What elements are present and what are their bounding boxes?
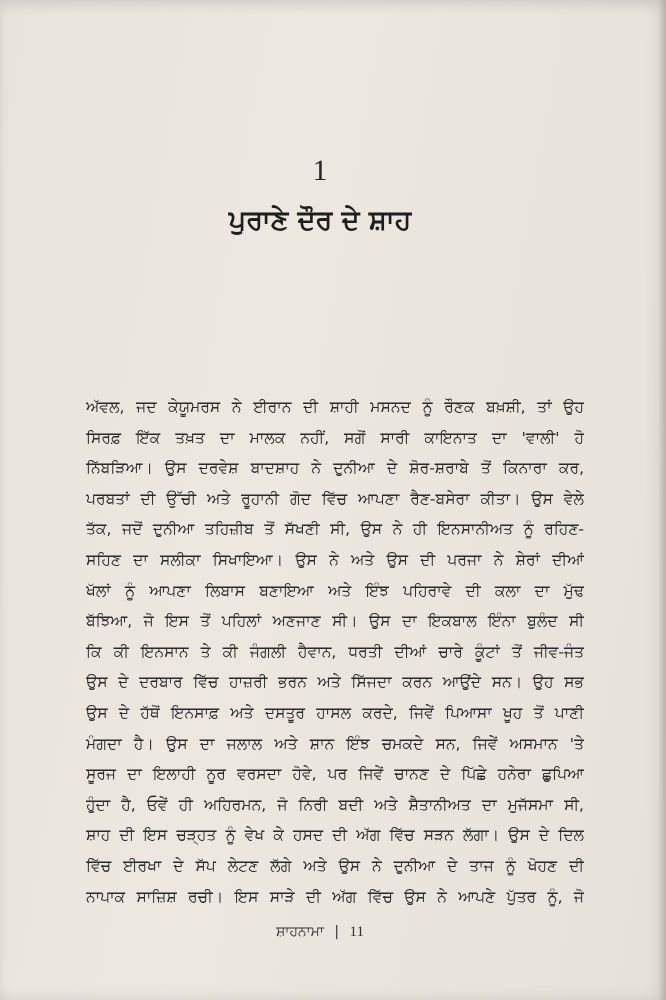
text-line: ਬੱਝਿਆ, ਜੋ ਇਸ ਤੋਂ ਪਹਿਲਾਂ ਅਣਜਾਣ ਸੀ। ਉਸ ਦਾ ਇਕਬਾਲ ਇੰਨਾ ਬੁਲੰਦ ਸੀ bbox=[86, 612, 584, 631]
body-text bbox=[86, 392, 584, 912]
text-line: ਮੰਗਦਾ ਹੈ। ਉਸ ਦਾ ਜਲਾਲ ਅਤੇ ਸ਼ਾਨ ਇੰਝ ਚਮਕਦੇ ਸਨ, ਜਿਵੇਂ ਅਸਮਾਨ 'ਤੇ bbox=[86, 734, 584, 753]
text-line: ਤੱਕ, ਜਦੋਂ ਦੁਨੀਆ ਤਹਿਜ਼ੀਬ ਤੋਂ ਸੱਖਣੀ ਸੀ, ਉਸ ਨੇ ਹੀ ਇਨਸਾਨੀਅਤ ਨੂੰ ਰਹਿਣ- bbox=[86, 520, 584, 539]
text-line: ਉਸ ਦੇ ਹੱਥੋਂ ਇਨਸਾਫ਼ ਅਤੇ ਦਸਤੂਰ ਹਾਸਲ ਕਰਦੇ, ਜਿਵੇਂ ਪਿਆਸਾ ਖੂਹ ਤੋਂ ਪਾਣੀ bbox=[86, 703, 584, 722]
footer-separator: | bbox=[334, 924, 340, 940]
page-number: 11 bbox=[349, 924, 364, 940]
text-line: ਹੁੰਦਾ ਹੈ, ਓਵੇਂ ਹੀ ਅਹਿਰਮਨ, ਜੋ ਨਿਰੀ ਬਦੀ ਅਤੇ ਸ਼ੈਤਾਨੀਅਤ ਦਾ ਮੁਜੱਸਮਾ ਸੀ, bbox=[86, 795, 584, 814]
text-line: ਸਿਰਫ਼ ਇੱਕ ਤਖ਼ਤ ਦਾ ਮਾਲਕ ਨਹੀਂ, ਸਗੋਂ ਸਾਰੀ ਕਾਇਨਾਤ ਦਾ 'ਵਾਲੀ' ਹੋ bbox=[86, 428, 584, 447]
text-line: ਸੂਰਜ ਦਾ ਇਲਾਹੀ ਨੂਰ ਵਰਸਦਾ ਹੋਵੇ, ਪਰ ਜਿਵੇਂ ਚਾਨਣ ਦੇ ਪਿੱਛੇ ਹਨੇਰਾ ਛੁਪਿਆ bbox=[86, 765, 584, 784]
text-line: ਸਹਿਣ ਦਾ ਸਲੀਕਾ ਸਿਖਾਇਆ। ਉਸ ਨੇ ਅਤੇ ਉਸ ਦੀ ਪਰਜਾ ਨੇ ਸ਼ੇਰਾਂ ਦੀਆਂ bbox=[86, 550, 584, 569]
text-line: ਸ਼ਾਹ ਦੀ ਇਸ ਚੜ੍ਹਤ ਨੂੰ ਵੇਖ ਕੇ ਹਸਦ ਦੀ ਅੱਗ ਵਿੱਚ ਸੜਨ ਲੱਗਾ। ਉਸ ਦੇ ਦਿਲ bbox=[86, 826, 584, 845]
text-line: ਉਸ ਦੇ ਦਰਬਾਰ ਵਿੱਚ ਹਾਜ਼ਰੀ ਭਰਨ ਅਤੇ ਸਿੱਜਦਾ ਕਰਨ ਆਉਂਦੇ ਸਨ। ਉਹ ਸਭ bbox=[86, 673, 584, 692]
text-line: ਪਰਬਤਾਂ ਦੀ ਉੱਚੀ ਅਤੇ ਰੂਹਾਨੀ ਗੋਦ ਵਿੱਚ ਆਪਣਾ ਰੈਣ-ਬਸੇਰਾ ਕੀਤਾ। ਉਸ ਵੇਲੇ bbox=[86, 489, 584, 508]
text-line: ਨਿੱਬੜਿਆ। ਉਸ ਦਰਵੇਸ਼ ਬਾਦਸ਼ਾਹ ਨੇ ਦੁਨੀਆ ਦੇ ਸ਼ੋਰ-ਸ਼ਰਾਬੇ ਤੋਂ ਕਿਨਾਰਾ ਕਰ, bbox=[86, 459, 584, 478]
chapter-title: ਪੁਰਾਣੇ ਦੌਰ ਦੇ ਸ਼ਾਹ bbox=[228, 205, 412, 236]
chapter-number: 1 bbox=[312, 154, 328, 187]
running-title: ਸ਼ਾਹਨਾਮਾ bbox=[276, 924, 324, 940]
text-line: ਨਾਪਾਕ ਸਾਜ਼ਿਸ਼ ਰਚੀ। ਇਸ ਸਾੜੇ ਦੀ ਅੱਗ ਵਿੱਚ ਉਸ ਨੇ ਆਪਣੇ ਪੁੱਤਰ ਨੂੰ, ਜੋ bbox=[86, 887, 584, 906]
text-line: ਵਿੱਚ ਈਰਖਾ ਦੇ ਸੱਪ ਲੇਟਣ ਲੱਗੇ ਅਤੇ ਉਸ ਨੇ ਦੁਨੀਆ ਦੇ ਤਾਜ ਨੂੰ ਖੋਹਣ ਦੀ bbox=[86, 856, 584, 875]
text-line: ਅੱਵਲ, ਜਦ ਕੇਯੂਮਰਸ ਨੇ ਈਰਾਨ ਦੀ ਸ਼ਾਹੀ ਮਸਨਦ ਨੂੰ ਰੌਣਕ ਬਖ਼ਸ਼ੀ, ਤਾਂ ਉਹ bbox=[86, 398, 584, 416]
page-edge-shadow bbox=[658, 0, 666, 1000]
page-footer bbox=[0, 924, 640, 941]
text-line: ਕਿ ਕੀ ਇਨਸਾਨ ਤੇ ਕੀ ਜੰਗਲੀ ਹੈਵਾਨ, ਧਰਤੀ ਦੀਆਂ ਚਾਰੇ ਕੂੰਟਾਂ ਤੋਂ ਜੀਵ-ਜੰਤ bbox=[86, 642, 584, 661]
text-line: ਖੱਲਾਂ ਨੂੰ ਆਪਣਾ ਲਿਬਾਸ ਬਣਾਇਆ ਅਤੇ ਇੰਝ ਪਹਿਰਾਵੇ ਦੀ ਕਲਾ ਦਾ ਮੁੱਢ bbox=[86, 581, 584, 600]
